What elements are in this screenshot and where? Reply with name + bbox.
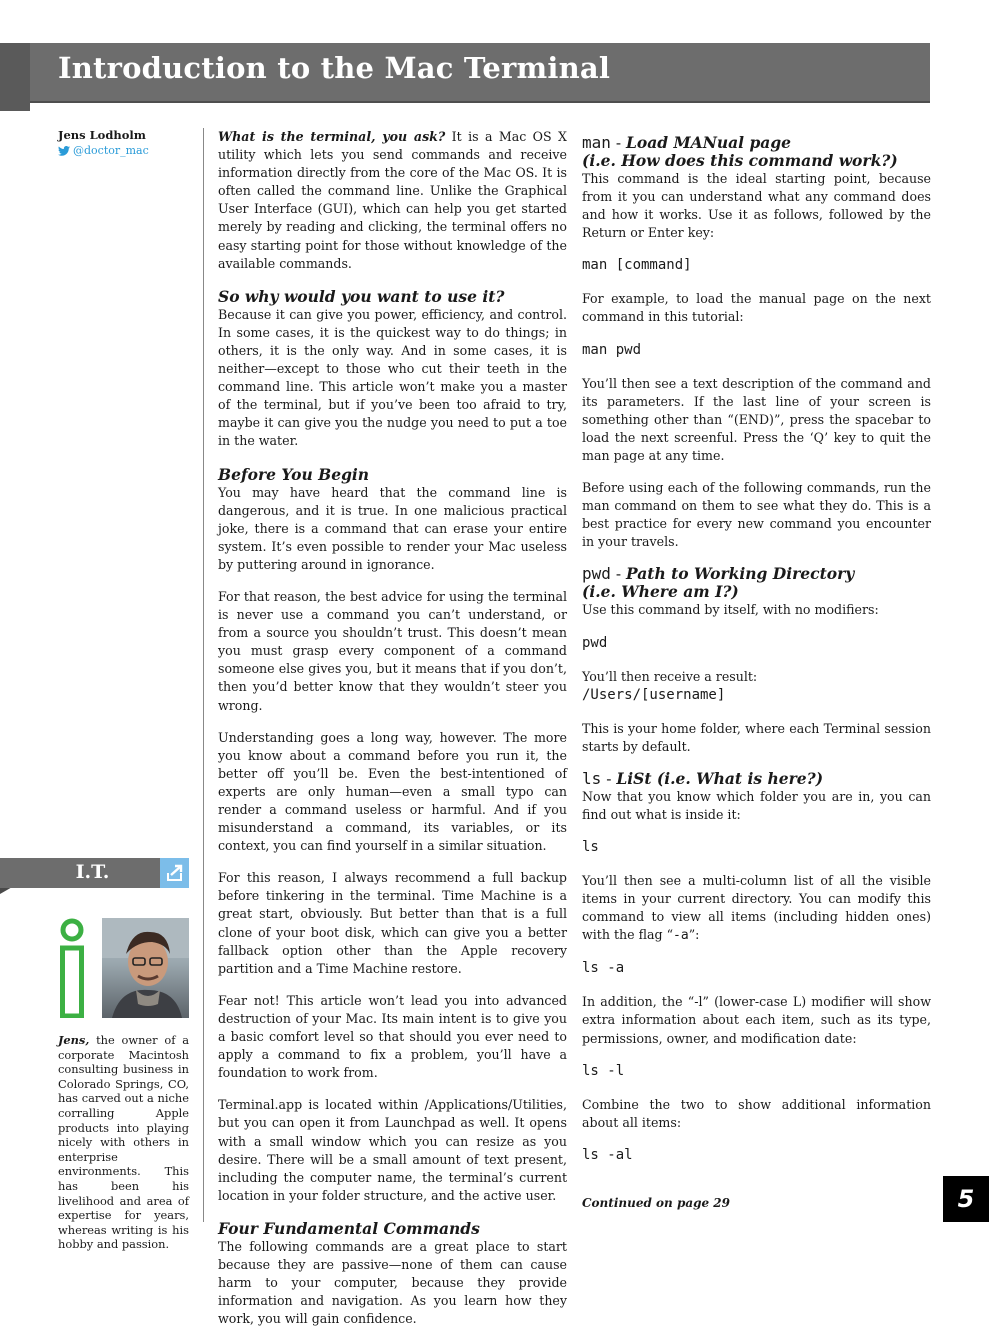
code-ls: ls — [582, 838, 599, 855]
paragraph-before-4: For this reason, I always recommend a full backup before tinkering in the terminal. Time Machine is a great start, obviously. But better than that is a full clone of your boot disk, which can give you a better fallback option other than the Apple recovery partition and a Time Machine restore. — [218, 870, 567, 976]
heading-man: man - Load MANual page (i.e. How does this command work?) — [582, 133, 898, 170]
man-paragraph-2: For example, to load the manual page on the next command in this tutorial: — [582, 291, 931, 325]
author-portrait-icon — [102, 918, 189, 1018]
section-label: I.T. — [75, 861, 110, 883]
intro-paragraph — [218, 128, 567, 273]
ls-flag-a: -a — [673, 928, 689, 944]
pwd-paragraph-1: Use this command by itself, with no modifiers: — [582, 602, 879, 618]
ls-paragraph-2-b: ”: — [688, 927, 700, 943]
code-pwd: pwd — [582, 634, 608, 651]
ls-paragraph-1: Now that you know which folder you are in, you can find out what is inside it: — [582, 788, 931, 822]
ls-paragraph-3: In addition, the “-l” (lower-case L) modifier will show extra information about each item, such as its type, permissions, owner, and modification date: — [582, 994, 931, 1046]
pwd-subtitle: (i.e. Where am I?) — [582, 582, 739, 602]
ls-paragraph-2 — [582, 872, 931, 945]
code-pwd-result: /Users/[username] — [582, 686, 726, 703]
man-description: Load MANual page — [626, 133, 792, 152]
heading-ls: ls - LiSt (i.e. What is here?) — [582, 768, 824, 788]
paragraph-before-5: Fear not! This article won’t lead you into advanced destruction of your Mac. Its main intent is to give you a basic comfort level so that should you ever need to apply a command to fix a problem, you’ll have a foundation to work from. — [218, 992, 567, 1081]
pwd-description: Path to Working Directory — [626, 564, 855, 584]
column-divider — [203, 128, 204, 1222]
ls-paragraph-4: Combine the two to show additional information about all items: — [582, 1096, 931, 1130]
man-command-name: man — [582, 133, 611, 152]
arrow-out-icon — [165, 863, 185, 883]
continued-note: Continued on page 29 — [582, 1195, 731, 1210]
author-block — [58, 128, 198, 157]
pwd-command-name: pwd — [582, 564, 611, 584]
man-paragraph-3: You’ll then see a text description of the command and its parameters. If the last line of your screen is something other than “(END)”, press the spacebar to load the next screenful. Press the ‘Q’ key to quit the man page at any time. — [582, 375, 931, 463]
paragraph-before-2: For that reason, the best advice for using the terminal is never use a command you can’t understand, or from a source you shouldn’t trust. This doesn’t mean you must grasp every component of a command someone else gives you, but it means that if you don’t, then you’d better know that they wouldn’t steer you wrong. — [218, 588, 567, 713]
paragraph-before-3: Understanding goes a long way, however. The more you know about a command before you run it, the better off you’ll be. Even the best-intentioned of experts are only human—even a small typo can render a command useless or harmful. And if you misunderstand a command, its variables, or its context, you can find yourself in a similar situation. — [218, 729, 567, 854]
author-name: Jens Lodholm — [58, 128, 146, 142]
header-banner — [30, 43, 930, 103]
section-label-bar — [0, 858, 160, 888]
page-title: Introduction to the Mac Terminal — [58, 51, 611, 85]
article-column-right — [582, 128, 931, 1226]
twitter-bird-icon — [58, 146, 70, 156]
intro-text: It is a Mac OS X utility which lets you send commands and receive information directly from the core of the Mac OS. It is often called the command line. Unlike the Graphical User Interface (GUI), which can help you get started merely by reading and clicking, the terminal offers no easy starting point for those without knowledge of the available commands. — [218, 129, 567, 271]
man-subtitle: (i.e. How does this command work?) — [582, 151, 898, 170]
pwd-paragraph-3: This is your home folder, where each Terminal session starts by default. — [582, 720, 931, 754]
pwd-paragraph-2: You’ll then receive a result: — [582, 668, 758, 684]
code-ls-al: ls -al — [582, 1146, 633, 1163]
external-link-icon[interactable] — [160, 858, 189, 888]
article-column-middle — [218, 128, 567, 1342]
bio-name: Jens, — [58, 1033, 90, 1047]
page-number: 5 — [943, 1176, 989, 1222]
code-man-pwd: man pwd — [582, 341, 642, 358]
intro-question: What is the terminal, you ask? — [218, 129, 446, 144]
paragraph-before-1: You may have heard that the command line is dangerous, and it is true. In one malicious practical joke, there is a command that can erase your entire system. It’s even possible to render your Mac useless by puttering around in ignorance. — [218, 484, 567, 572]
code-ls-l: ls -l — [582, 1062, 625, 1079]
ls-description: LiSt (i.e. What is here?) — [616, 768, 824, 788]
ls-paragraph-2-a: You’ll then see a multi-column list of all the visible items in your current directory. You can modify this command to view all items (including hidden ones) with the flag “ — [582, 872, 931, 943]
heading-before: Before You Begin — [218, 464, 370, 484]
paragraph-four-commands: The following commands are a great place to start because they are passive—none of them can cause harm to your computer, because they provide information and navigation. As you learn how they work, you will gain confidence. — [218, 1238, 567, 1327]
man-paragraph-4: Before using each of the following commands, run the man command on them to see what they do. This is a best practice for every new command you encounter in your travels. — [582, 480, 931, 550]
heading-pwd: pwd - Path to Working Directory (i.e. Where am I?) — [582, 564, 855, 602]
heading-four-commands: Four Fundamental Commands — [218, 1218, 480, 1238]
ls-command-name: ls — [582, 768, 602, 788]
code-ls-a: ls -a — [582, 960, 625, 977]
banner-tab — [0, 43, 30, 111]
paragraph-why: Because it can give you power, efficiency, and control. In some cases, it is the quickest way to do things; in others, it is the only way. And in some cases, it is neither—except to those who cut their teeth in the command line. This article won’t make you a master of the terminal, but if you’ve been too afraid to try, maybe it can give you the nudge you need to put a toe in the water. — [218, 306, 567, 449]
author-bio — [58, 1033, 189, 1252]
author-handle-text: @doctor_mac — [73, 144, 149, 157]
heading-why: So why would you want to use it? — [218, 286, 505, 306]
code-man-command: man [command] — [582, 257, 692, 274]
author-photo — [102, 918, 189, 1018]
author-handle-link[interactable] — [58, 144, 198, 157]
man-paragraph-1: This command is the ideal starting point, because from it you can understand what any command does and how it works. Use it as follows, followed by the Return or Enter key: — [582, 171, 931, 241]
paragraph-before-6: Terminal.app is located within /Applications/Utilities, but you can open it from Launchpad as well. It opens with a small window which you can resize as you desire. There will be a small amount of text present, including the computer name, the terminal’s current location in your folder structure, and the active user. — [218, 1097, 567, 1203]
i-logo-icon — [58, 918, 86, 1018]
bio-text: the owner of a corporate Macintosh consulting business in Colorado Springs, CO, has carved out a niche corralling Apple products into playing nicely with others in enterprise environments. This has been his livelihood and area of expertise for years, whereas writing is his hobby and passion. — [58, 1033, 189, 1252]
